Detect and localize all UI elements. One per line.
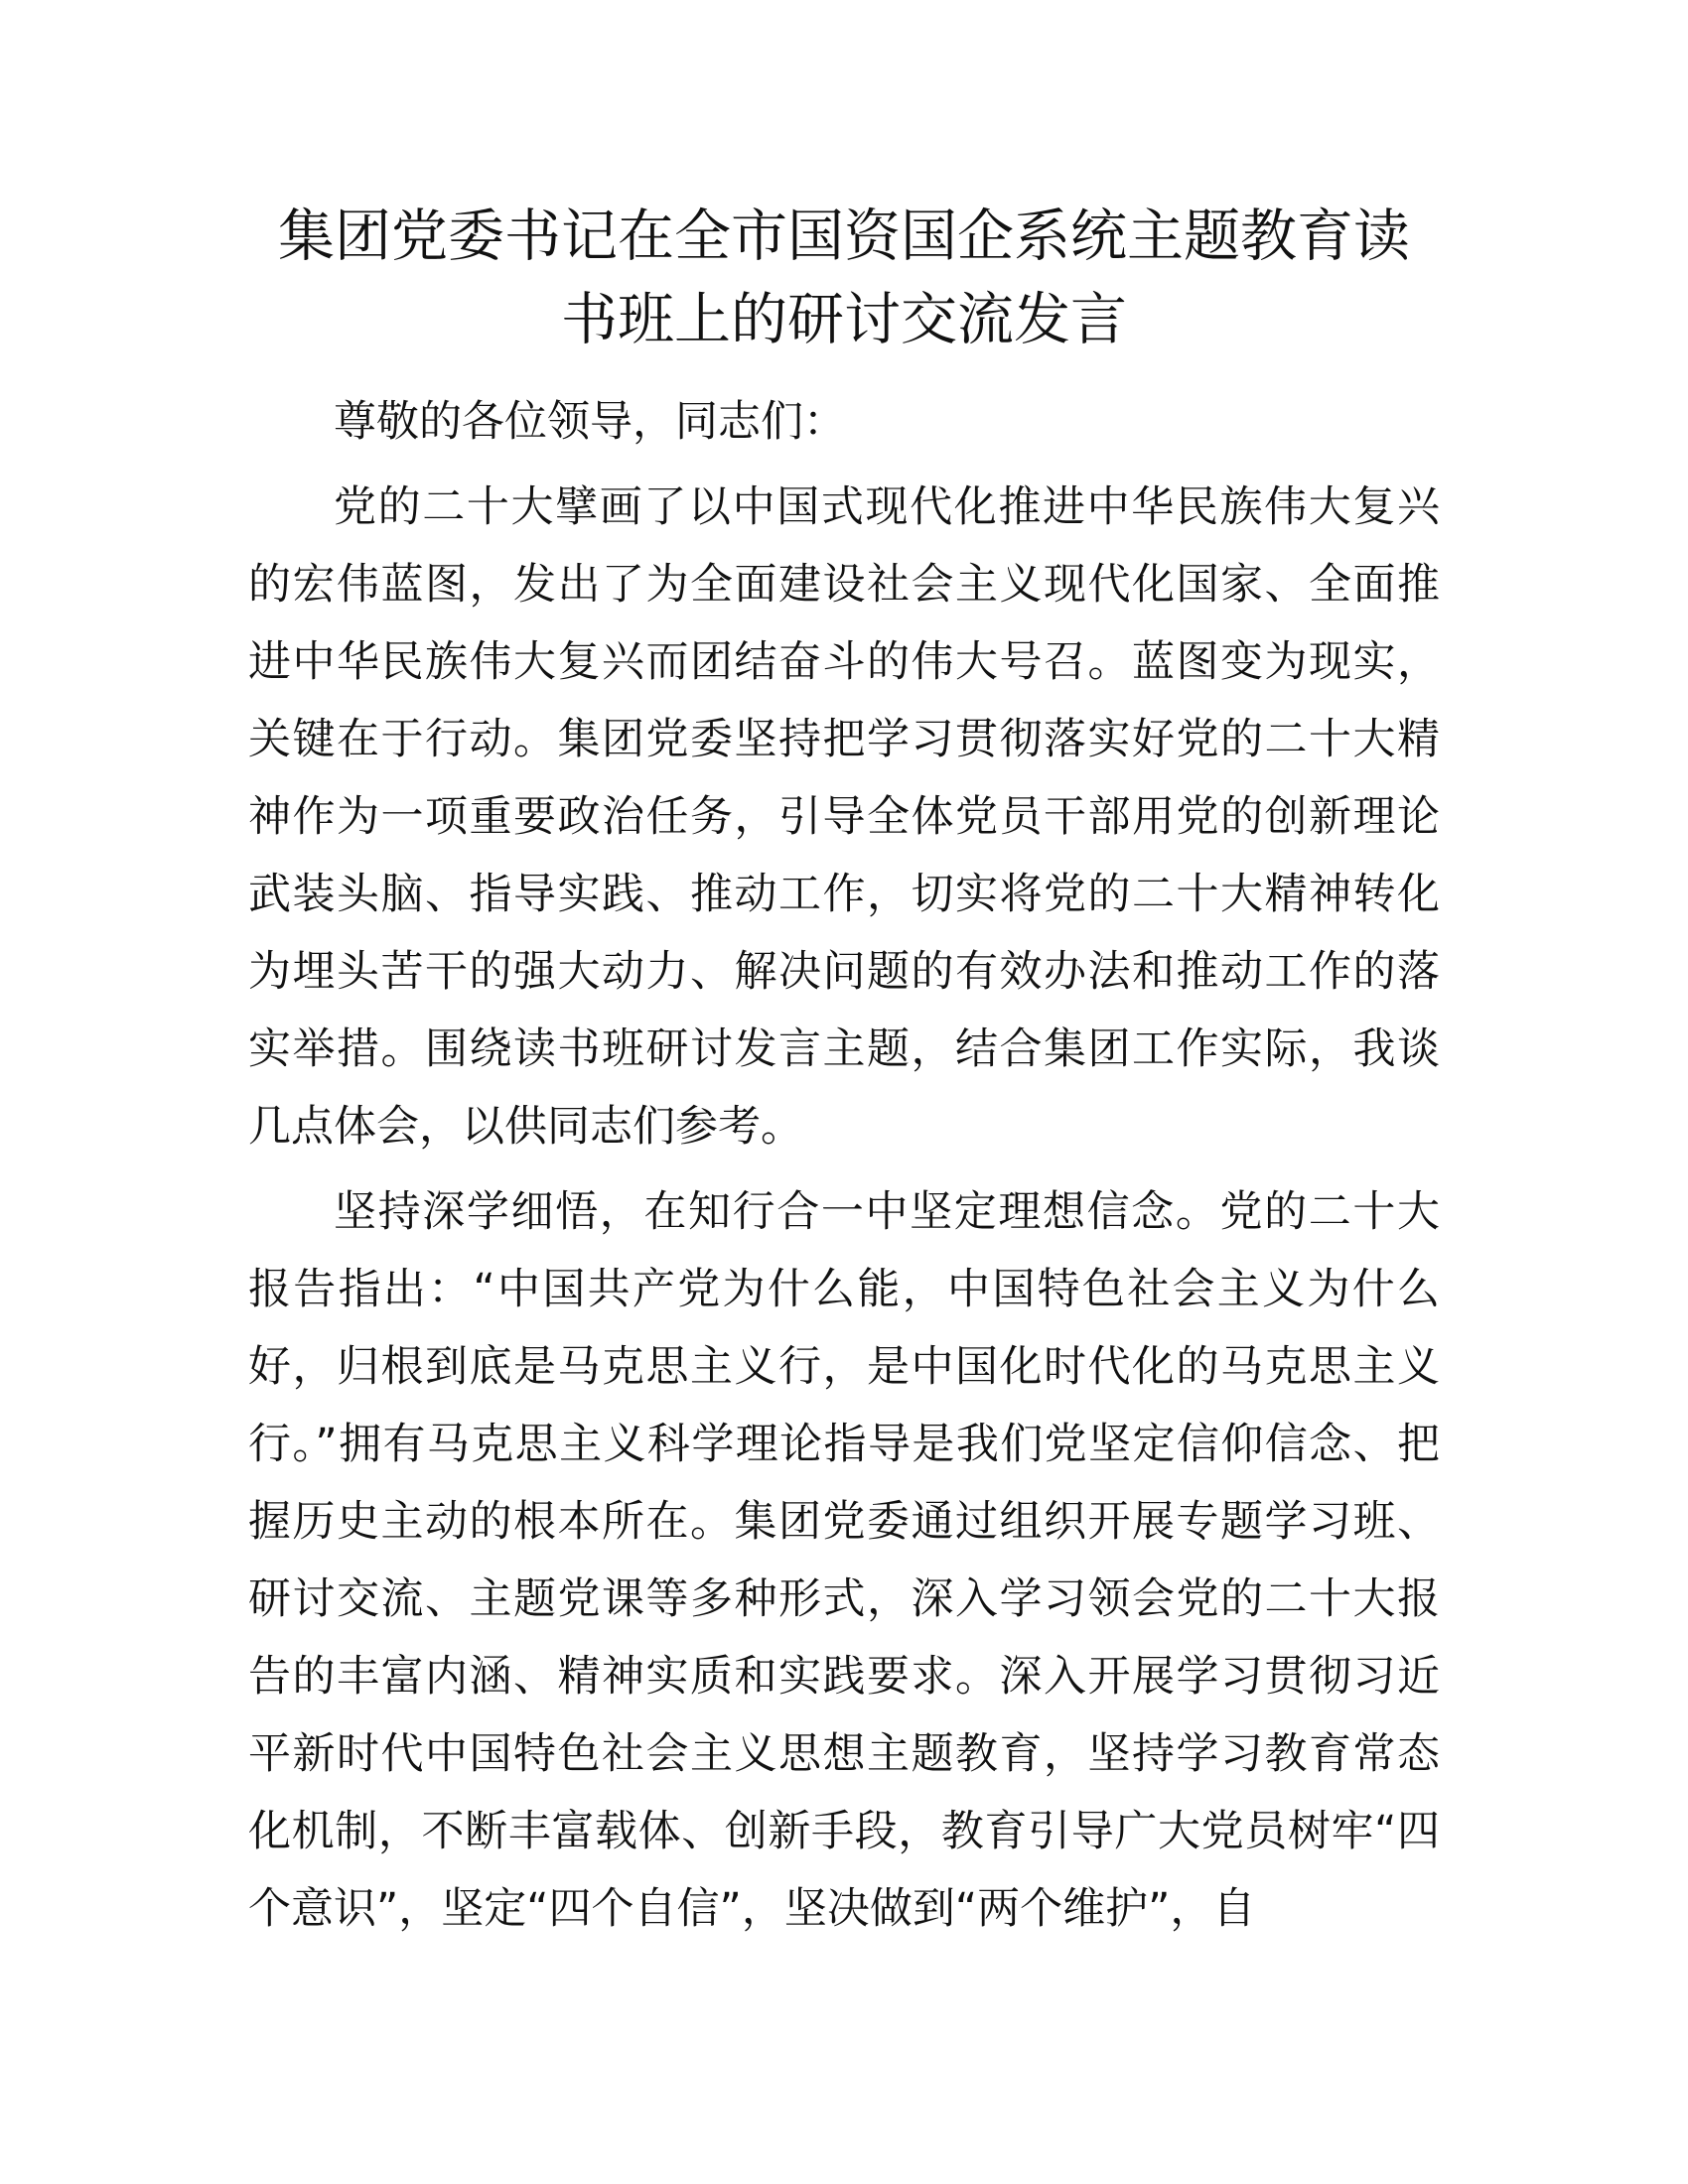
title-line-2: 书班上的研讨交流发言 [561, 287, 1127, 352]
paragraph-1: 党的二十大擘画了以中国式现代化推进中华民族伟大复兴的宏伟蓝图，发出了为全面建设社会主义现代化国家、全面推进中华民族伟大复兴而团结奋斗的伟大号召。蓝图变为现实，关键在于行动。集团党委坚持把学习贯彻落实好党的二十大精神作为一项重要政治任务，引导全体党员干部用党的创新理论武装头脑、指导实践、推动工作，切实将党的二十大精神转化为埋头苦干的强大动力、解决问题的有效办法和推动工作的落实举措。围绕读书班研讨发言主题，结合集团工作实际，我谈几点体会，以供同志们参考。 [248, 482, 1440, 1152]
salutation: 尊敬的各位领导，同志们： [334, 397, 846, 447]
document-body [248, 383, 1440, 1948]
title-line-1: 集团党委书记在全市国资国企系统主题教育读 [278, 204, 1410, 269]
paragraph-2: 坚持深学细悟，在知行合一中坚定理想信念。党的二十大报告指出：“中国共产党为什么能，中国特色社会主义为什么好，归根到底是马克思主义行，是中国化时代化的马克思主义行。”拥有马克思主义科学理论指导是我们党坚定信仰信念、把握历史主动的根本所在。集团党委通过组织开展专题学习班、研讨交流、主题党课等多种形式，深入学习领会党的二十大报告的丰富内涵、精神实质和实践要求。深入开展学习贯彻习近平新时代中国特色社会主义思想主题教育，坚持学习教育常态化机制，不断丰富载体、创新手段，教育引导广大党员树牢“四个意识”，坚定“四个自信”，坚决做到“两个维护”，自 [248, 1187, 1440, 1934]
document-title [238, 195, 1450, 361]
